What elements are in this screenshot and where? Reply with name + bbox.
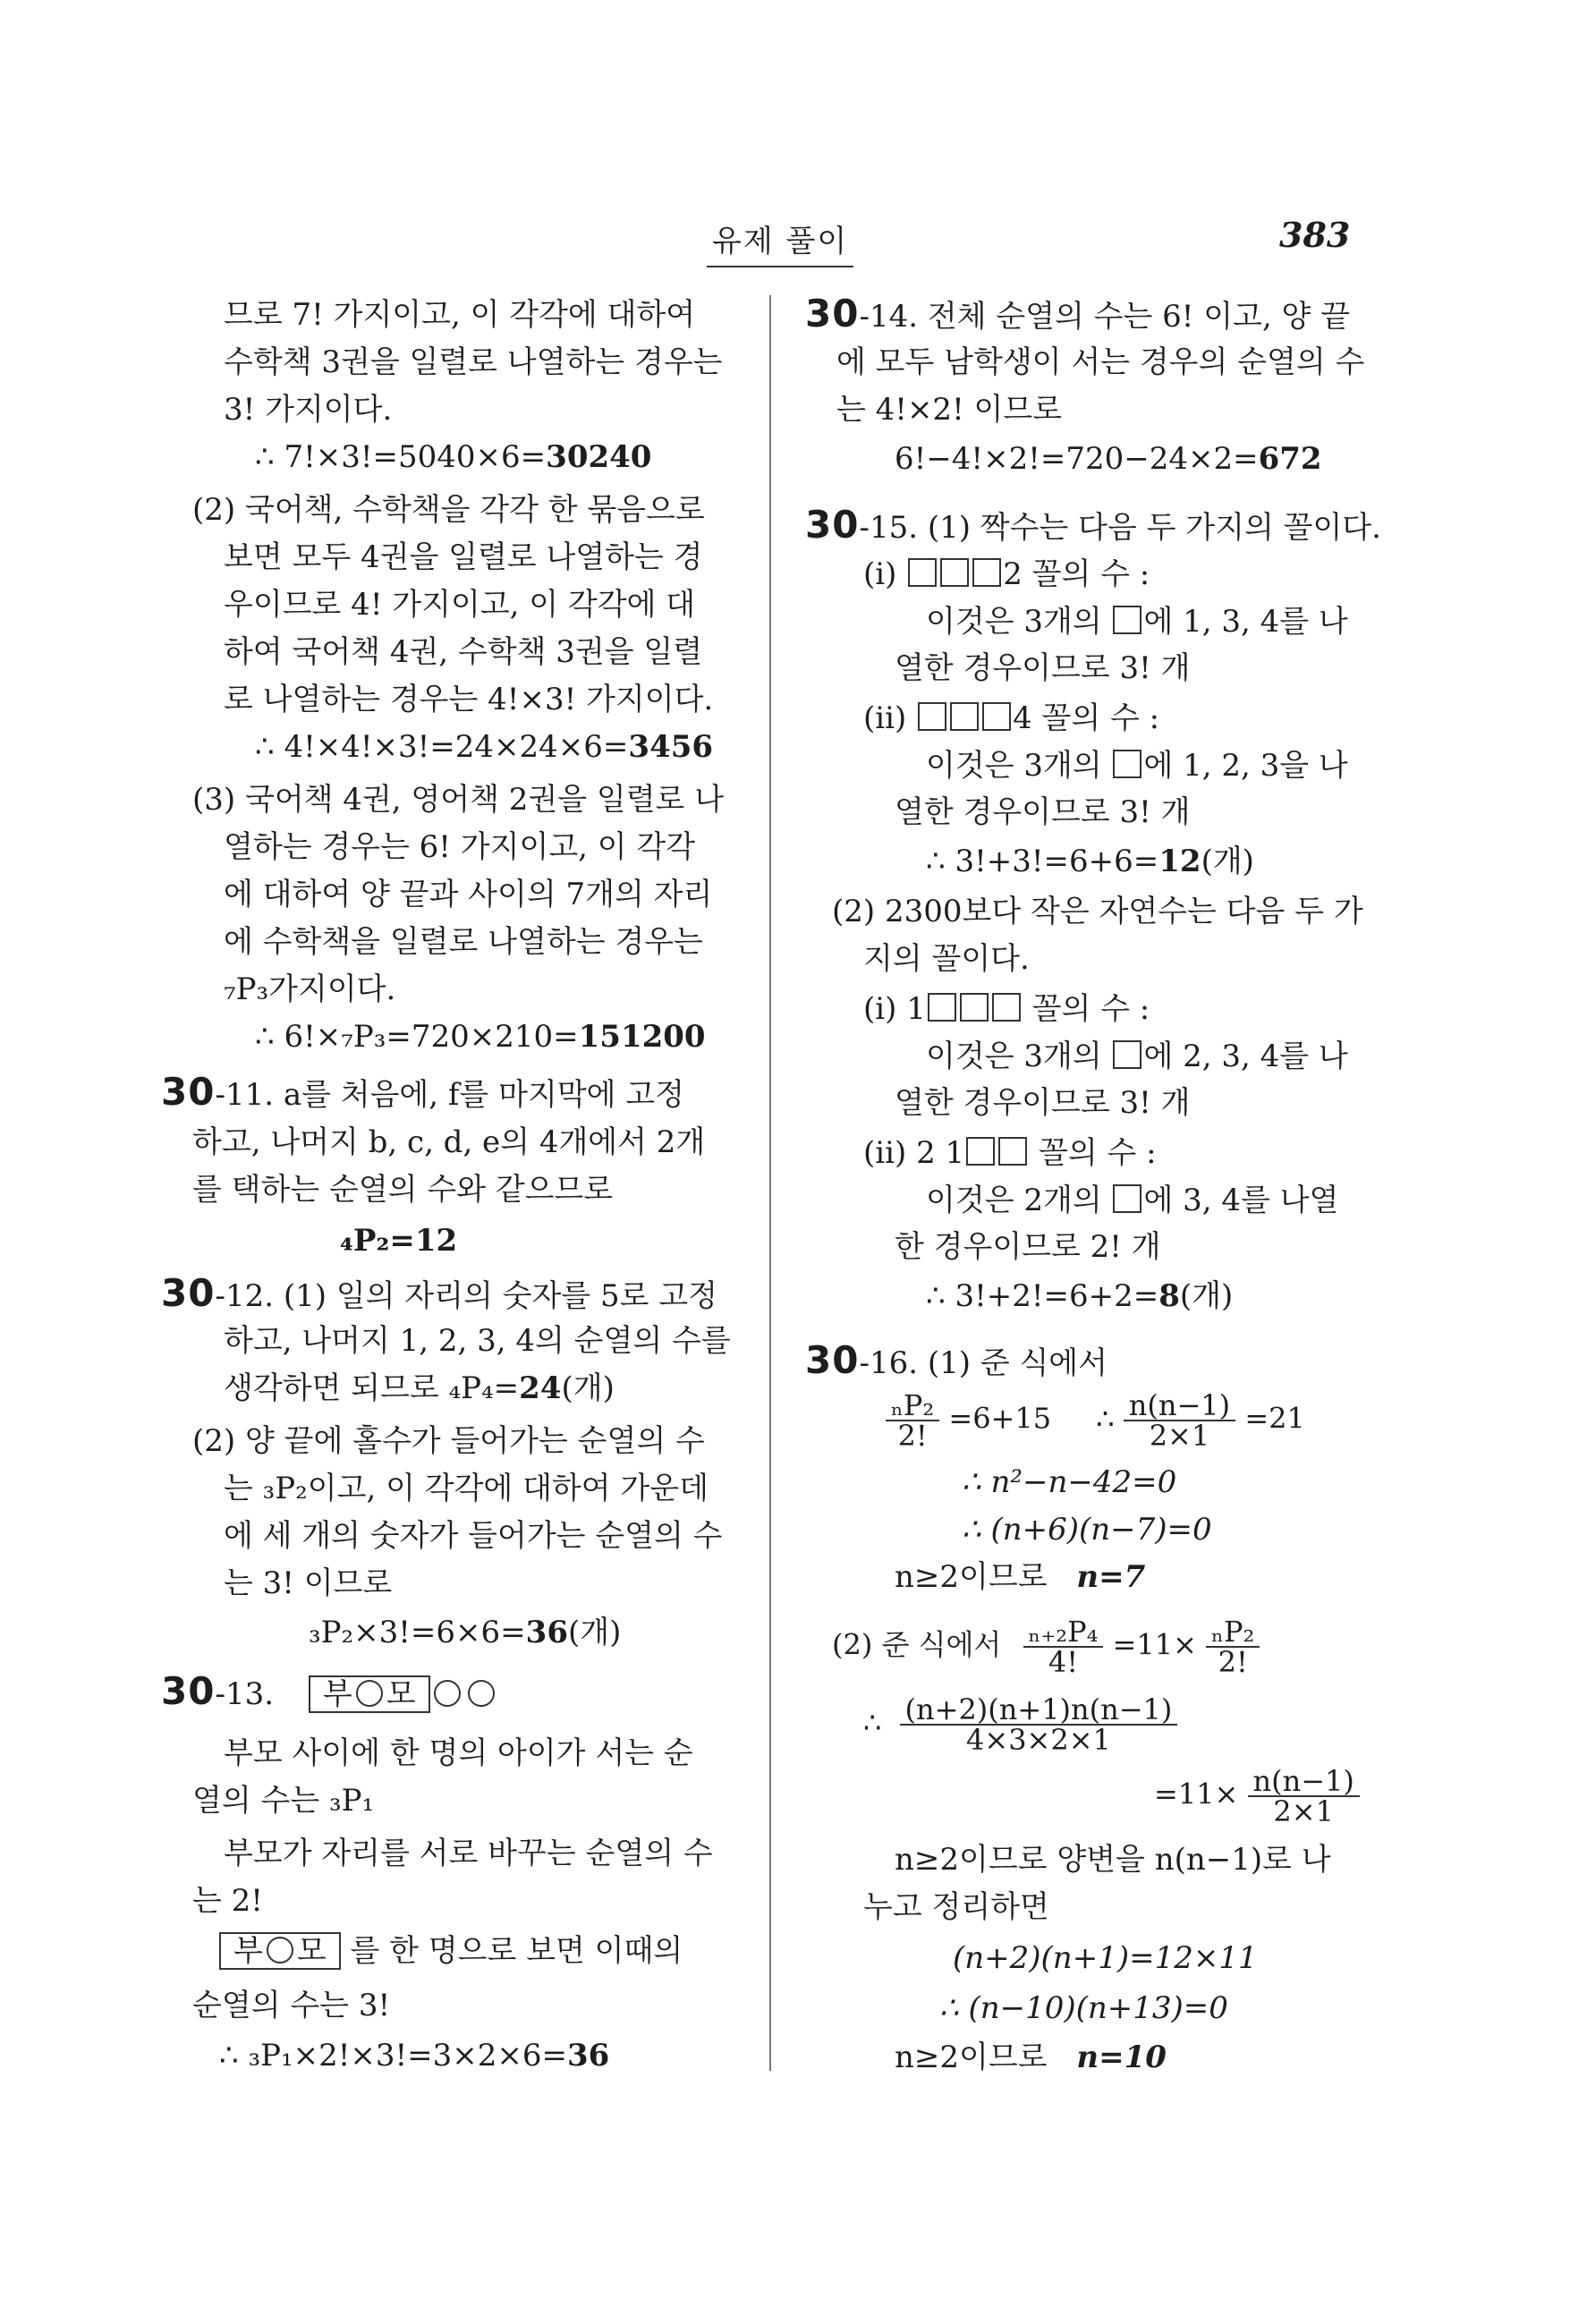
equation-line: ∴ (n−10)(n+13)=0 xyxy=(939,1990,1228,2026)
case-label: (ii) xyxy=(863,700,907,736)
column-divider xyxy=(769,295,771,2071)
numerator: (n+2)(n+1)n(n−1) xyxy=(900,1695,1178,1726)
fraction xyxy=(1206,1615,1260,1679)
parent-label: 부 xyxy=(233,1933,263,1969)
text-line: 부모 사이에 한 명의 아이가 서는 순 xyxy=(224,1735,693,1771)
unit: (개) xyxy=(1179,1278,1234,1314)
result-line xyxy=(895,2042,1167,2073)
text: 이것은 3개의 xyxy=(926,604,1102,640)
blank-box-icon xyxy=(1113,606,1141,634)
case-label: (i) xyxy=(863,556,897,592)
text-line: (2) 양 끝에 홀수가 들어가는 순열의 수 xyxy=(192,1423,705,1459)
section-title: 유제 풀이 xyxy=(707,216,853,267)
answer: 30240 xyxy=(546,439,652,475)
text-line: 하여 국어책 4권, 수학책 3권을 일렬 xyxy=(224,634,703,670)
equation: ₃P₂×3!=6×6= xyxy=(309,1615,526,1650)
blank-box-icon xyxy=(972,558,1001,587)
case-label: (ii) 2 1 xyxy=(863,1135,965,1171)
answer: 3456 xyxy=(628,729,714,765)
answer: 24 xyxy=(519,1370,562,1406)
text-line xyxy=(926,1040,1348,1072)
text: 에 1, 2, 3을 나 xyxy=(1143,748,1348,784)
text: 이것은 3개의 xyxy=(926,1039,1102,1074)
text-line: 에 수학책을 일렬로 나열하는 경우는 xyxy=(224,924,703,960)
blank-box-icon xyxy=(982,702,1011,731)
text-line xyxy=(863,556,1150,592)
problem-line xyxy=(161,1271,717,1315)
equation: ∴ 6!×₇P₃=720×210= xyxy=(255,1019,579,1055)
problem-line xyxy=(805,503,1381,547)
blank-box-icon xyxy=(918,702,946,731)
text-line: 에 세 개의 숫자가 들어가는 순열의 수 xyxy=(224,1518,723,1554)
denominator: 2! xyxy=(1218,1645,1248,1679)
parent-label: 모 xyxy=(296,1933,327,1969)
text-line: 지의 꼴이다. xyxy=(863,941,1030,977)
text-line: 열하는 경우는 6! 가지이고, 이 각각 xyxy=(224,829,696,865)
therefore-symbol: ∴ xyxy=(1096,1401,1115,1436)
result-line xyxy=(255,439,652,475)
equation: =11× xyxy=(1112,1627,1197,1662)
blank-box-icon xyxy=(950,702,979,731)
text-line: 에 모두 남학생이 서는 경우의 순열의 수 xyxy=(836,344,1365,380)
equation-line xyxy=(832,1615,1260,1679)
problem-number: 30 xyxy=(161,1669,216,1713)
text-line xyxy=(219,1932,683,1970)
blank-box-icon xyxy=(1113,750,1141,778)
text-line xyxy=(863,1135,1157,1171)
blank-box-icon xyxy=(966,1137,995,1166)
fraction xyxy=(1124,1388,1235,1453)
problem-line xyxy=(161,1669,498,1713)
numerator: n(n−1) xyxy=(1248,1767,1360,1797)
text-line: 보면 모두 4권을 일렬로 나열하는 경 xyxy=(224,539,703,575)
text-line: 열의 수는 ₃P₁ xyxy=(192,1783,375,1819)
denominator: 2×1 xyxy=(1149,1419,1210,1453)
blank-box-icon xyxy=(908,558,937,587)
text-line: (2) 2300보다 작은 자연수는 다음 두 가 xyxy=(832,894,1363,929)
equation-line: ∴ n²−n−42=0 xyxy=(962,1464,1177,1500)
problem-text: -15. (1) 짝수는 다음 두 가지의 꼴이다. xyxy=(859,510,1381,546)
result-line xyxy=(926,1278,1234,1314)
text-line: ₇P₃가지이다. xyxy=(224,971,396,1007)
text-line: 우이므로 4! 가지이고, 이 각각에 대 xyxy=(224,587,696,623)
child-circle-icon xyxy=(434,1680,461,1707)
equation: =6+15 xyxy=(948,1401,1052,1436)
text-line: (2) 국어책, 수학책을 각각 한 묶음으로 xyxy=(192,492,705,528)
problem-line xyxy=(805,1338,1107,1382)
text: 생각하면 되므로 ₄P₄= xyxy=(224,1370,520,1406)
fraction xyxy=(1023,1615,1104,1679)
page-number: 383 xyxy=(1279,215,1351,255)
text-line xyxy=(926,748,1348,784)
problem-text: -11. a를 처음에, f를 마지막에 고정 xyxy=(215,1077,684,1113)
problem-number: 30 xyxy=(161,1271,216,1315)
problem-line xyxy=(161,1070,684,1114)
equation: 6!−4!×2!=720−24×2= xyxy=(895,441,1259,477)
text-line: 로 나열하는 경우는 4!×3! 가지이다. xyxy=(224,682,714,717)
parent-label: 모 xyxy=(386,1676,416,1712)
text-line: 부모가 자리를 서로 바꾸는 순열의 수 xyxy=(224,1836,713,1871)
therefore-symbol: ∴ xyxy=(863,1705,882,1740)
result-line xyxy=(219,2038,610,2074)
child-circle-icon xyxy=(468,1680,495,1707)
text-line: 하고, 나머지 1, 2, 3, 4의 순열의 수를 xyxy=(224,1323,731,1359)
case-text: 꼴의 수 : xyxy=(1038,1135,1157,1171)
denominator: 4! xyxy=(1048,1645,1079,1679)
text-line: 하고, 나머지 b, c, d, e의 4개에서 2개 xyxy=(192,1124,706,1160)
blank-box-icon xyxy=(1113,1040,1141,1069)
text-line xyxy=(863,991,1150,1027)
blank-box-icon xyxy=(1113,1184,1141,1213)
denominator: 4×3×2×1 xyxy=(966,1723,1111,1757)
text-line xyxy=(926,1184,1338,1216)
problem-number: 30 xyxy=(805,1338,860,1382)
blank-box-icon xyxy=(992,993,1021,1022)
answer: 12 xyxy=(1158,844,1201,879)
problem-text: -13. xyxy=(215,1676,275,1712)
problem-line xyxy=(805,292,1351,335)
problem-text: -16. (1) 준 식에서 xyxy=(859,1345,1107,1381)
result-line xyxy=(895,1559,1146,1595)
problem-number: 30 xyxy=(161,1070,216,1114)
text: 를 한 명으로 보면 이때의 xyxy=(350,1933,683,1969)
fraction xyxy=(1248,1764,1360,1828)
equation: ∴ ₃P₁×2!×3!=3×2×6= xyxy=(219,2038,567,2074)
case-label: (i) 1 xyxy=(863,991,926,1027)
problem-text: -12. (1) 일의 자리의 숫자를 5로 고정 xyxy=(215,1278,717,1314)
blank-box-icon xyxy=(998,1137,1027,1166)
equation: ∴ 4!×4!×3!=24×24×6= xyxy=(255,729,629,765)
answer: 8 xyxy=(1158,1278,1180,1314)
text-line: 는 2! xyxy=(192,1883,263,1919)
child-circle-icon xyxy=(267,1937,293,1964)
text-line: 는 4!×2! 이므로 xyxy=(836,392,1063,428)
equation-line xyxy=(1154,1764,1360,1828)
answer: 36 xyxy=(567,2038,610,2074)
text-line: 수학책 3권을 일렬로 나열하는 경우는 xyxy=(224,344,723,380)
equation-line xyxy=(886,1388,1305,1453)
equation-line: (n+2)(n+1)=12×11 xyxy=(953,1940,1258,1976)
result-line xyxy=(224,1370,615,1406)
answer: n=10 xyxy=(1076,2040,1167,2075)
unit: (개) xyxy=(561,1370,615,1406)
equation-line xyxy=(863,1692,1177,1757)
equation: =11× xyxy=(1154,1777,1239,1811)
text: 에 1, 3, 4를 나 xyxy=(1143,604,1348,640)
text-line: 순열의 수는 3! xyxy=(192,1988,391,2023)
answer: 151200 xyxy=(578,1019,706,1055)
numerator: ₙ₊₂P₄ xyxy=(1023,1617,1104,1648)
unit: (개) xyxy=(1201,844,1254,879)
text: 에 3, 4를 나열 xyxy=(1143,1183,1339,1218)
denominator: 2! xyxy=(897,1419,928,1453)
text-line: 므로 7! 가지이고, 이 각각에 대하여 xyxy=(224,297,696,333)
answer: 36 xyxy=(525,1615,568,1650)
numerator: n(n−1) xyxy=(1124,1391,1235,1421)
text-line xyxy=(863,702,1159,734)
result-line xyxy=(255,729,714,765)
text: (2) 준 식에서 xyxy=(832,1627,1002,1662)
problem-number: 30 xyxy=(805,503,860,547)
equation: ∴ 7!×3!=5040×6= xyxy=(255,439,547,475)
arrangement-frame xyxy=(219,1932,341,1970)
unit: (개) xyxy=(567,1615,622,1650)
case-text: 꼴의 수 : xyxy=(1031,991,1150,1027)
text-line: 열한 경우이므로 3! 개 xyxy=(895,650,1191,686)
result-line xyxy=(895,441,1322,477)
equation: =21 xyxy=(1244,1401,1305,1436)
text-line: 한 경우이므로 2! 개 xyxy=(895,1229,1161,1265)
fraction xyxy=(900,1692,1178,1757)
text-line: 는 3! 이므로 xyxy=(224,1565,393,1601)
equation: ∴ 3!+2!=6+2= xyxy=(926,1278,1159,1314)
text: 이것은 2개의 xyxy=(926,1183,1102,1218)
text-line: 를 택하는 순열의 수와 같으므로 xyxy=(192,1172,614,1208)
text-line: 는 ₃P₂이고, 이 각각에 대하여 가운데 xyxy=(224,1471,709,1506)
text-line xyxy=(926,604,1348,640)
parent-label: 부 xyxy=(322,1676,352,1712)
blank-box-icon xyxy=(928,993,956,1022)
text-line: 누고 정리하면 xyxy=(863,1889,1049,1925)
problem-text: -14. 전체 순열의 수는 6! 이고, 양 끝 xyxy=(859,299,1351,335)
fraction xyxy=(886,1388,939,1453)
equation: ∴ 3!+3!=6+6= xyxy=(926,844,1159,879)
text: 에 2, 3, 4를 나 xyxy=(1143,1039,1348,1074)
text-line: 에 대하여 양 끝과 사이의 7개의 자리 xyxy=(224,877,713,912)
text-line: (3) 국어책 4권, 영어책 2권을 일렬로 나 xyxy=(192,782,725,818)
answer: 672 xyxy=(1258,441,1322,477)
text-line: n≥2이므로 양변을 n(n−1)로 나 xyxy=(895,1842,1331,1878)
answer: ₄P₂=12 xyxy=(340,1223,458,1259)
text-line: 열한 경우이므로 3! 개 xyxy=(895,1085,1191,1121)
case-text: 2 꼴의 수 : xyxy=(1003,556,1150,592)
problem-number: 30 xyxy=(805,292,860,335)
result-line xyxy=(255,1019,706,1055)
numerator: ₙP₂ xyxy=(886,1391,939,1421)
arrangement-frame xyxy=(309,1675,430,1713)
result-line xyxy=(309,1617,621,1648)
text-line: 3! 가지이다. xyxy=(224,392,393,428)
answer: n=7 xyxy=(1076,1559,1146,1595)
text: n≥2이므로 xyxy=(895,1559,1048,1595)
text: n≥2이므로 xyxy=(895,2040,1048,2075)
denominator: 2×1 xyxy=(1273,1794,1334,1828)
case-text: 4 꼴의 수 : xyxy=(1013,700,1160,736)
blank-box-icon xyxy=(960,993,989,1022)
result-line xyxy=(926,846,1254,877)
numerator: ₙP₂ xyxy=(1206,1617,1260,1648)
equation-line: ∴ (n+6)(n−7)=0 xyxy=(962,1512,1212,1548)
child-circle-icon xyxy=(356,1680,383,1707)
blank-box-icon xyxy=(940,558,969,587)
text-line: 열한 경우이므로 3! 개 xyxy=(895,794,1191,830)
text: 이것은 3개의 xyxy=(926,748,1102,784)
